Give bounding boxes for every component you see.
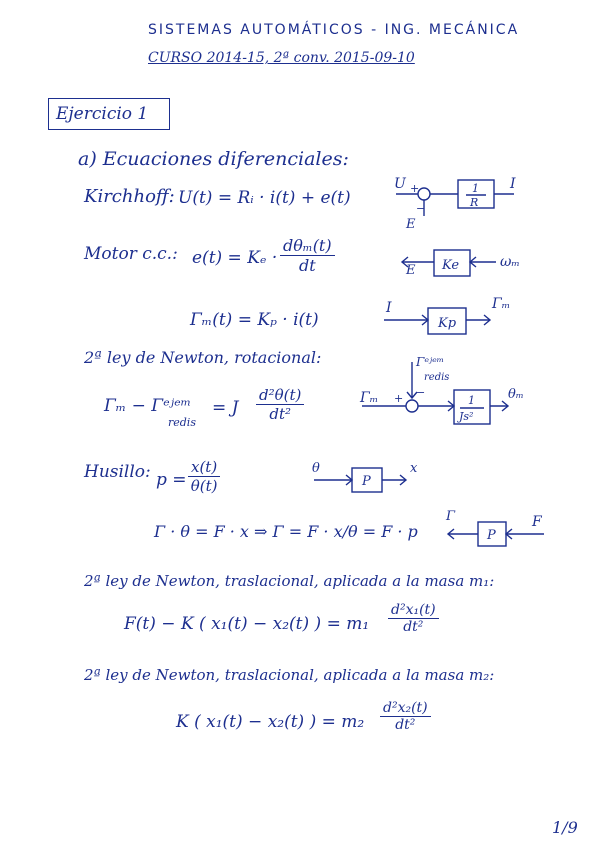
torque-equation: Γₘ(t) = Kₚ · i(t): [190, 310, 319, 330]
newton-m1-fraction: [388, 602, 439, 635]
diag-rot-output: θₘ: [508, 387, 524, 402]
newton-m1-num: d²x₁(t): [388, 602, 439, 619]
diag-rot-input: Γₘ: [360, 390, 379, 406]
diag-rot-block-den: Js²: [459, 410, 474, 423]
motor-block-diagram: [396, 242, 536, 282]
husillo-block-diagram: [310, 458, 430, 498]
husillo-fraction: [188, 458, 220, 495]
power-equation: Γ · θ = F · x ⇒ Γ = F · x/θ = F · p: [154, 522, 418, 541]
newton-m2-fraction: [380, 700, 431, 733]
husillo-den: θ(t): [190, 477, 218, 495]
diag-husillo-out: x: [410, 461, 418, 476]
diag-input-u: U: [394, 176, 406, 192]
newton-m2-title: 2ª ley de Newton, traslacional, aplicada a la masa m₂:: [84, 666, 495, 684]
motor-fraction-num: dθₘ(t): [280, 236, 335, 256]
diag-husillo-in: θ: [312, 461, 320, 476]
husillo-label: Husillo:: [84, 462, 151, 482]
diag-input-e: E: [406, 217, 416, 232]
diag-disturb-sub: redis: [424, 372, 450, 383]
motor-fraction: [280, 236, 335, 275]
diag-block-den: R: [470, 196, 479, 209]
diag-block-kp: Kp: [438, 316, 457, 331]
diag-minus: −: [416, 202, 426, 215]
exercise-title: Ejercicio 1: [56, 104, 149, 124]
diag-rot-block-num: 1: [468, 394, 475, 407]
diag-rot-plus: +: [394, 392, 404, 405]
kirchhoff-label: Kirchhoff:: [84, 186, 175, 207]
motor-fraction-den: dt: [298, 256, 316, 275]
newton-m2-num: d²x₂(t): [380, 700, 431, 717]
page-number: 1/9: [552, 818, 578, 837]
motor-label: Motor c.c.:: [84, 244, 178, 264]
motor-equation-lhs: e(t) = Kₑ ·: [192, 248, 278, 268]
diag-block-ke: Ke: [442, 258, 460, 273]
husillo-num: x(t): [188, 458, 220, 477]
newton-rot-fraction: [256, 386, 304, 423]
newton-m2-lhs: K ( x₁(t) − x₂(t) ) = m₂: [176, 712, 365, 732]
husillo-lhs: p =: [156, 470, 187, 490]
diag-input-wm: ωₘ: [500, 254, 521, 270]
newton-rot-lhs: Γₘ − Γᵉʲᵉᵐ: [104, 396, 192, 416]
diag-power-in: F: [532, 514, 542, 530]
diag-output-gm: Γₘ: [492, 296, 511, 312]
diag-block-num: 1: [472, 182, 479, 195]
diag-husillo-block: P: [362, 474, 371, 489]
diag-rot-minus: −: [416, 386, 426, 399]
newton-m1-title: 2ª ley de Newton, traslacional, aplicada a la masa m₁:: [84, 572, 495, 590]
diag-output-i: I: [510, 176, 516, 192]
document-title: SISTEMAS AUTOMÁTICOS - ING. MECÁNICA: [148, 22, 520, 38]
section-a-heading: a) Ecuaciones diferenciales:: [78, 148, 349, 170]
newton-m1-den: dt²: [403, 619, 424, 635]
kirchhoff-block-diagram: [390, 170, 530, 230]
newton-rot-title: 2ª ley de Newton, rotacional:: [84, 348, 322, 367]
newton-rot-block-diagram: [358, 352, 538, 436]
newton-m2-den: dt²: [395, 717, 416, 733]
diag-plus: +: [410, 182, 420, 195]
diag-output-e: E: [406, 263, 416, 278]
newton-m1-lhs: F(t) − K ( x₁(t) − x₂(t) ) = m₁: [124, 614, 370, 634]
diag-disturb: Γᵉʲᵉᵐ: [416, 355, 445, 369]
power-block-diagram: [444, 506, 554, 550]
newton-rot-eq: = J: [212, 398, 239, 418]
newton-rot-lhs-sub: redis: [168, 416, 196, 429]
kirchhoff-equation: U(t) = Rᵢ · i(t) + e(t): [178, 188, 351, 208]
diag-input-i: I: [386, 300, 392, 316]
newton-rot-den: dt²: [269, 405, 292, 423]
diag-power-out: Γ: [446, 509, 456, 524]
newton-rot-num: d²θ(t): [256, 386, 304, 405]
torque-block-diagram: [380, 298, 530, 342]
diag-power-block: P: [487, 528, 496, 543]
course-line: CURSO 2014-15, 2ª conv. 2015-09-10: [148, 50, 415, 66]
